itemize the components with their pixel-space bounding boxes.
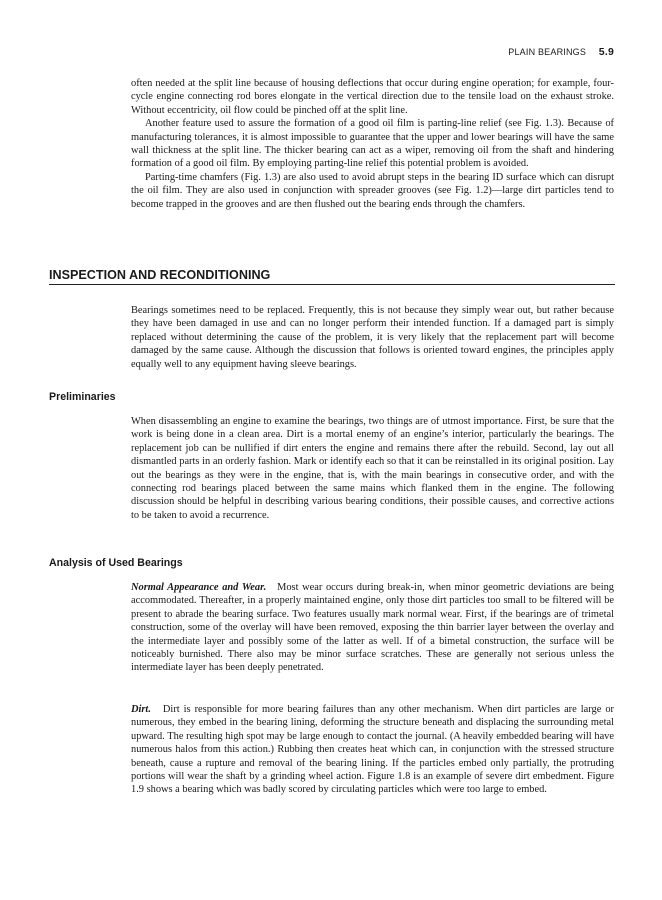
preliminaries-paragraph: When disassembling an engine to examine the bearings, two things are of utmost importance. First, be sure that the work is being done in a clean area. Dirt is a mortal enemy of an engine’s interior, particularly the bearings. The replacement job can be nullified if dirt enters the engine and remains there after the rebuild. Second, lay out all dismantled parts in an orderly fashion. Mark or identify each so that it can be reinstalled in its original position. Lay out the bearings as they were in the engine, that is, with the main bearings in consecutive order, and with the connecting rod bearings placed between the same mains which flanked them in the engine. The following discussion should be helpful in describing various bearing conditions, their possible causes, and corrective actions to be taken to avoid a recurrence. <box>131 416 614 521</box>
intro-text-block <box>131 77 614 211</box>
intro-paragraph: Another feature used to assure the formation of a good oil film is parting-line relief (see Fig. 1.3). Because of manufacturing tolerances, it is almost impossible to guarantee that the upper and lower bearings will have the same wall thickness at the split line. The thicker bearing can act as a wiper, removing oil from the shaft and hindering formation of a good oil film. By employing parting-line relief this potential problem is avoided. <box>131 118 614 170</box>
dirt-block <box>131 703 614 797</box>
page-number: 5.9 <box>598 46 614 58</box>
analysis-heading: Analysis of Used Bearings <box>49 557 183 569</box>
dirt-label: Dirt. <box>131 704 151 715</box>
normal-wear-block <box>131 581 614 675</box>
normal-wear-label: Normal Appearance and Wear. <box>131 582 267 593</box>
running-title: PLAIN BEARINGS <box>508 47 587 57</box>
preliminaries-block <box>131 415 614 522</box>
section-intro-paragraph: Bearings sometimes need to be replaced. Frequently, this is not because they simply wear out, but rather because they have been damaged in use and can no longer perform their intended function. If a damaged part is simply replaced without determining the cause of the problem, it is very likely that the replacement part will become damaged by the same cause. Although the discussion that follows is oriented toward engines, the principles apply equally well to any equipment having sleeve bearings. <box>131 305 614 370</box>
section-intro-block <box>131 304 614 371</box>
section-title: INSPECTION AND RECONDITIONING <box>49 268 615 285</box>
normal-wear-paragraph <box>131 581 614 675</box>
intro-paragraph: Parting-time chamfers (Fig. 1.3) are also used to avoid abrupt steps in the bearing ID surface which can disrupt the oil film. They are also used in conjunction with spreader grooves (see Fig. 1.2)—large dirt particles tend to become trapped in the grooves and are then flushed out the bearing ends through the chamfers. <box>131 171 614 210</box>
intro-paragraph: often needed at the split line because of housing deflections that occur during engine operation; for example, four-cycle engine connecting rod bores elongate in the vertical direction due to the tensile load on the exhaust stroke. Without eccentricity, oil flow could be pinched off at the split line. <box>131 78 614 116</box>
dirt-paragraph <box>131 703 614 797</box>
preliminaries-heading: Preliminaries <box>49 391 116 403</box>
dirt-text: Dirt is responsible for more bearing failures than any other mechanism. When dirt particles are large or numerous, they embed in the bearing lining, deforming the structure beneath and displacing the surrounding metal upward. The resulting high spot may be large enough to contact the journal. (A heavily embedded bearing will have numerous halos from this action.) Rubbing then creates heat which can, in conjunction with the stressed structure beneath, cause a rupture and removal of the bearing lining. If the particles embed only partially, the protruding portions will wear the shaft by a grinding wheel action. Figure 1.8 is an example of severe dirt embedment. Figure 1.9 shows a bearing which was badly scored by circulating particles which were too large to embed. <box>131 704 614 796</box>
running-head <box>508 46 614 58</box>
normal-wear-text: Most wear occurs during break-in, when minor geometric deviations are being accommodated. Thereafter, in a properly maintained engine, only those dirt particles too small to be filtered will be present to abrade the bearing surface. Two features usually mark normal wear. First, if the bearings are of trimetal construction, some of the overlay will have been removed, exposing the thin barrier layer between the overlay and the intermediate layer and possibly some of the latter as well. If of a bimetal construction, the surface will be noticeably burnished. There also may be minor surface scratches. These are generally not serious unless the intermediate layer has been deeply penetrated. <box>131 582 614 674</box>
